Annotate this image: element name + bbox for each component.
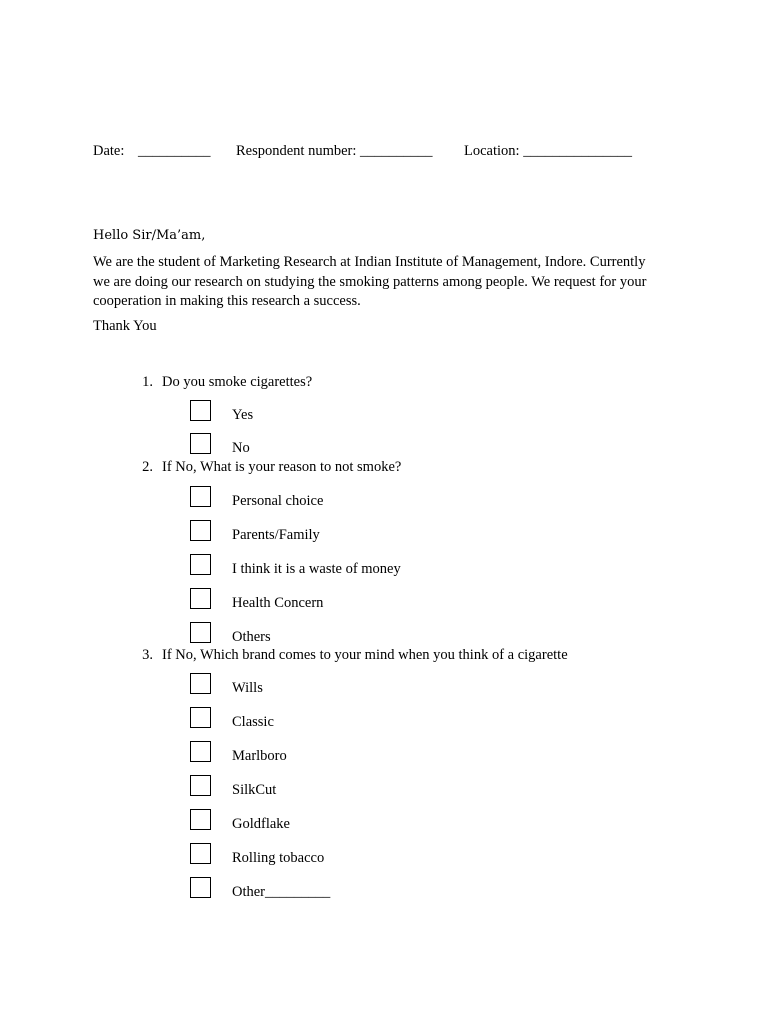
question-3-text: If No, Which brand comes to your mind when you think of a cigarette [162,647,568,663]
option-label: Goldflake [232,816,290,832]
checkbox[interactable] [190,775,211,796]
question-1-number: 1. [142,374,153,390]
option-label: Health Concern [232,595,324,611]
checkbox[interactable] [190,843,211,864]
checkbox[interactable] [190,486,211,507]
option-marlboro[interactable] [190,741,590,763]
question-2-text: If No, What is your reason to not smoke? [162,459,402,475]
option-wills[interactable] [190,673,590,695]
checkbox[interactable] [190,520,211,541]
option-label: Yes [232,407,254,423]
option-label: I think it is a waste of money [232,561,401,577]
question-3-number: 3. [142,647,153,663]
checkbox[interactable] [190,433,211,454]
option-others[interactable] [190,622,590,644]
checkbox[interactable] [190,588,211,609]
option-label: Other_________ [232,884,331,900]
option-label: No [232,440,250,456]
option-label: Rolling tobacco [232,850,325,866]
option-other-brand[interactable] [190,877,590,899]
checkbox[interactable] [190,400,211,421]
checkbox[interactable] [190,809,211,830]
option-health-concern[interactable] [190,588,590,610]
option-parents-family[interactable] [190,520,590,542]
option-classic[interactable] [190,707,590,729]
option-label: Wills [232,680,263,696]
question-1-text: Do you smoke cigarettes? [162,374,313,390]
checkbox[interactable] [190,673,211,694]
option-silkcut[interactable] [190,775,590,797]
option-no[interactable] [190,433,590,455]
location-field[interactable]: Location: _______________ [464,143,632,159]
checkbox[interactable] [190,741,211,762]
option-label: Others [232,629,271,645]
checkbox[interactable] [190,707,211,728]
thank-you: Thank You [93,318,157,334]
option-rolling-tobacco[interactable] [190,843,590,865]
date-label: Date: [93,143,125,159]
date-field[interactable]: __________ [138,143,211,159]
checkbox[interactable] [190,622,211,643]
option-waste-of-money[interactable] [190,554,590,576]
option-label: Classic [232,714,274,730]
option-label: Parents/Family [232,527,320,543]
question-2-number: 2. [142,459,153,475]
option-label: Personal choice [232,493,324,509]
option-goldflake[interactable] [190,809,590,831]
checkbox[interactable] [190,877,211,898]
intro-paragraph: We are the student of Marketing Research at Indian Institute of Management, Indore. Currently we are doing our research on studying the smoking patterns among people. We request for your cooperation in making this research a success. [93,254,647,309]
option-label: SilkCut [232,782,277,798]
option-label: Marlboro [232,748,287,764]
respondent-number-field[interactable]: Respondent number: __________ [236,143,433,159]
option-personal-choice[interactable] [190,486,590,508]
checkbox[interactable] [190,554,211,575]
greeting: Hello Sir/Ma’am, [93,228,206,243]
option-yes[interactable] [190,400,590,422]
